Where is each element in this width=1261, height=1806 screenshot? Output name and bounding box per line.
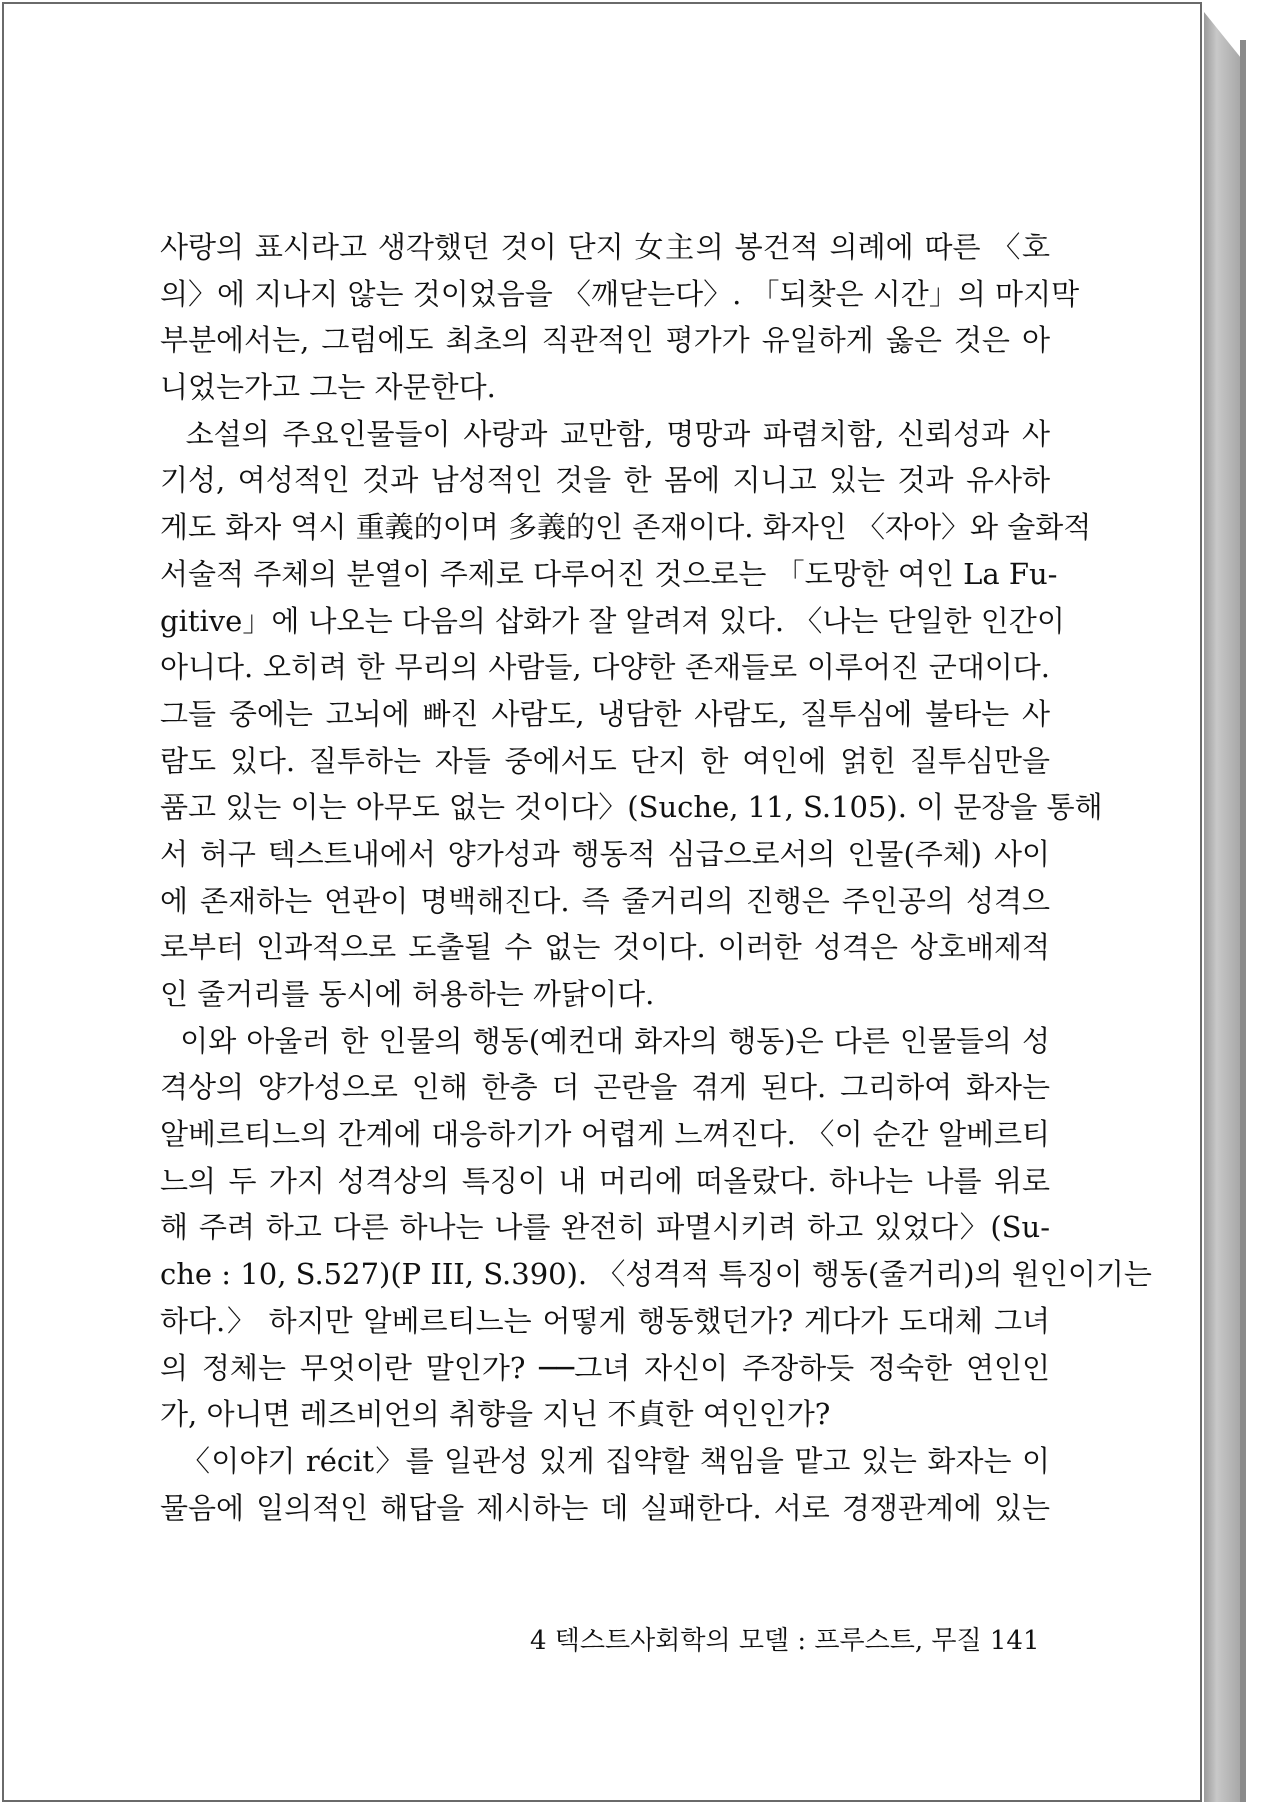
page-stack-shadow — [1240, 40, 1246, 1802]
page-stack-edge — [1204, 12, 1240, 1802]
text-line-24: 하다.〉 하지만 알베르티느는 어떻게 행동했던가? 게다가 도대체 그녀 — [160, 1303, 1050, 1338]
text-line-21: 느의 두 가지 성격상의 특징이 내 머리에 떠올랐다. 하나는 나를 위로 — [160, 1163, 1050, 1198]
text-line-15: 에 존재하는 연관이 명백해진다. 즉 줄거리의 진행은 주인공의 성격으 — [160, 883, 1050, 918]
text-line-2: 의〉에 지나지 않는 것이었음을 〈깨닫는다〉. 「되찾은 시간」의 마지막 — [160, 276, 1080, 311]
text-line-9: gitive」에 나오는 다음의 삽화가 잘 알려져 있다. 〈나는 단일한 인간이 — [160, 603, 1065, 638]
book-page — [2, 2, 1202, 1802]
text-line-18: 이와 아울러 한 인물의 행동(예컨대 화자의 행동)은 다른 인물들의 성 — [160, 1023, 1050, 1058]
text-line-6: 기성, 여성적인 것과 남성적인 것을 한 몸에 지니고 있는 것과 유사하 — [160, 463, 1050, 498]
text-line-3: 부분에서는, 그럼에도 최초의 직관적인 평가가 유일하게 옳은 것은 아 — [160, 323, 1050, 358]
text-line-11: 그들 중에는 고뇌에 빠진 사람도, 냉담한 사람도, 질투심에 불타는 사 — [160, 696, 1050, 731]
text-line-17: 인 줄거리를 동시에 허용하는 까닭이다. — [160, 977, 655, 1011]
text-line-12: 람도 있다. 질투하는 자들 중에서도 단지 한 여인에 얽힌 질투심만을 — [160, 743, 1050, 778]
text-line-28: 물음에 일의적인 해답을 제시하는 데 실패한다. 서로 경쟁관계에 있는 — [160, 1490, 1050, 1525]
text-line-27: 〈이야기 récit〉를 일관성 있게 집약할 책임을 맡고 있는 화자는 이 — [160, 1443, 1050, 1478]
text-line-8: 서술적 주체의 분열이 주제로 다루어진 것으로는 「도망한 여인 La Fu- — [160, 556, 1058, 591]
text-line-25: 의 정체는 무엇이란 말인가? ──그녀 자신이 주장하듯 정숙한 연인인 — [160, 1350, 1050, 1385]
text-line-22: 해 주려 하고 다른 하나는 나를 완전히 파멸시키려 하고 있었다〉(Su- — [160, 1210, 1050, 1245]
text-line-23: che : 10, S.527)(P III, S.390). 〈성격적 특징이 행동(줄거리)의 원인이기는 — [160, 1257, 1152, 1292]
text-line-4: 니었는가고 그는 자문한다. — [160, 370, 496, 405]
text-line-14: 서 허구 텍스트내에서 양가성과 행동적 심급으로서의 인물(주체) 사이 — [160, 836, 1050, 871]
text-line-5: 소설의 주요인물들이 사랑과 교만함, 명망과 파렴치함, 신뢰성과 사 — [160, 416, 1050, 451]
text-line-1: 사랑의 표시라고 생각했던 것이 단지 女主의 봉건적 의례에 따른 〈호 — [160, 230, 1050, 264]
body-text — [160, 224, 1152, 1531]
text-line-26: 가, 아니면 레즈비언의 취향을 지닌 不貞한 여인인가? — [160, 1397, 831, 1432]
running-footer: 4 텍스트사회학의 모델 : 프루스트, 무질 141 — [530, 1626, 1040, 1656]
text-line-13: 품고 있는 이는 아무도 없는 것이다〉(Suche, 11, S.105). 이 문장을 통해 — [160, 790, 1103, 825]
text-line-16: 로부터 인과적으로 도출될 수 없는 것이다. 이러한 성격은 상호배제적 — [160, 930, 1050, 965]
text-line-20: 알베르티느의 간계에 대응하기가 어렵게 느껴진다. 〈이 순간 알베르티 — [160, 1117, 1050, 1152]
text-line-7: 게도 화자 역시 重義的이며 多義的인 존재이다. 화자인 〈자아〉와 술화적 — [160, 510, 1092, 545]
text-line-10: 아니다. 오히려 한 무리의 사람들, 다양한 존재들로 이루어진 군대이다. — [160, 650, 1050, 685]
text-line-19: 격상의 양가성으로 인해 한층 더 곤란을 겪게 된다. 그리하여 화자는 — [160, 1070, 1050, 1105]
